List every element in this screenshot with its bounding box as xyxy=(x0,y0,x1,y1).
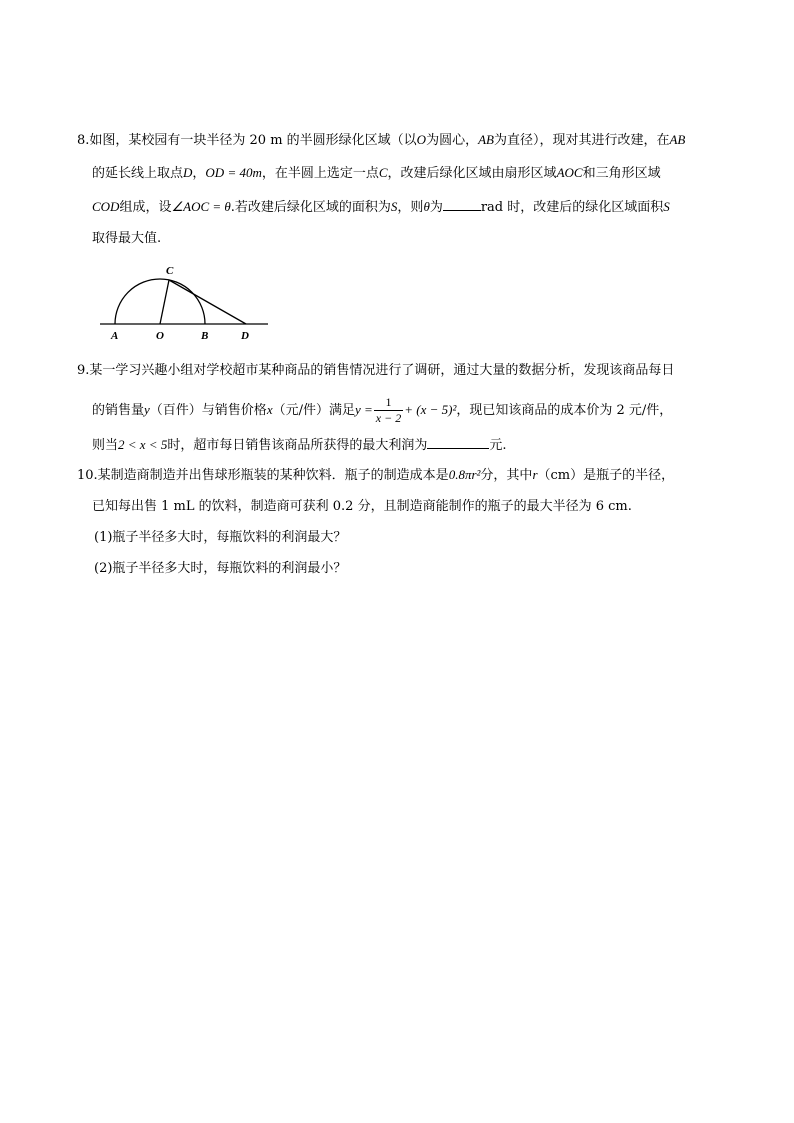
q8-var-d: D xyxy=(183,165,193,180)
q8-text: 为直径），现对其进行改建，在 xyxy=(493,133,670,148)
q8-var-c: C xyxy=(378,165,388,180)
q8-text: .若改建后绿化区域的面积为 xyxy=(230,200,391,215)
q8-var-s: S xyxy=(390,199,398,214)
q9-text: （百件）与销售价格 xyxy=(149,403,267,418)
q8-text: 为 xyxy=(429,200,443,215)
q9-text: ，现已知该商品的成本价为 2 元/件， xyxy=(456,403,673,418)
semicircle-diagram xyxy=(100,262,272,344)
q9-fraction xyxy=(374,395,403,426)
q8-text: 为圆心， xyxy=(426,133,479,148)
q10-text: （cm）是瓶子的半径， xyxy=(537,468,675,483)
q8-var-ab: AB xyxy=(478,132,494,147)
q9-line-2 xyxy=(92,393,672,428)
q9-line-1 xyxy=(77,362,674,380)
q10-sub-question-2 xyxy=(94,560,346,578)
semicircle-arc xyxy=(115,279,205,324)
q9-text: 9.某一学习兴趣小组对学校超市某种商品的销售情况进行了调研，通过大量的数据分析，发现该商品每日 xyxy=(77,363,675,378)
q9-formula-lhs: y = xyxy=(354,402,373,417)
q9-text: 时，超市每日销售该商品所获得的最大利润为 xyxy=(167,438,428,453)
radius-oc xyxy=(160,280,169,324)
q9-var-y: y xyxy=(144,402,150,417)
q10-text: 10.某制造商制造并出售球形瓶装的某种饮料．瓶子的制造成本是 xyxy=(77,468,449,483)
q9-var-x: x xyxy=(266,402,273,417)
q8-eq-od: OD = 40m xyxy=(205,165,262,180)
q8-var-s: S xyxy=(663,199,670,214)
q10-var-r: r xyxy=(532,467,538,482)
q8-text: 组成，设 xyxy=(119,200,172,215)
q9-answer-blank xyxy=(427,435,489,449)
q8-line-3 xyxy=(92,197,670,217)
q9-fraction-numerator: 1 xyxy=(374,395,403,411)
q8-text: ， xyxy=(192,166,206,181)
q8-text: 取得最大值. xyxy=(92,231,162,246)
q8-line-4 xyxy=(92,230,161,248)
q9-fraction-denominator: x − 2 xyxy=(375,411,402,425)
q8-text: 和三角形区域 xyxy=(582,166,661,181)
q8-text: 的延长线上取点 xyxy=(92,166,184,181)
q10-text: 已知每出售 1 mL 的饮料，制造商可获利 0.2 分，且制造商能制作的瓶子的最大半径为 6 cm. xyxy=(92,499,632,514)
q8-text: ，则 xyxy=(397,200,424,215)
q10-text: 分，其中 xyxy=(480,468,533,483)
q8-answer-blank xyxy=(443,197,481,211)
label-c: C xyxy=(166,265,174,277)
q9-text: 元. xyxy=(489,438,507,453)
q8-text: ，在半圆上选定一点 xyxy=(261,166,379,181)
q8-text: ，改建后绿化区域由扇形区域 xyxy=(387,166,557,181)
q9-text: （元/件）满足 xyxy=(272,403,355,418)
q9-line-3 xyxy=(92,435,507,455)
q8-var-theta: θ xyxy=(423,199,430,214)
q8-var-aoc: AOC xyxy=(556,165,583,180)
q8-text: 8.如图，某校园有一块半径为 20 m 的半圆形绿化区域（以 xyxy=(77,133,417,148)
q8-var-o: O xyxy=(416,132,427,147)
q9-range: 2 < x < 5 xyxy=(118,437,168,452)
q8-var-ab: AB xyxy=(669,132,686,147)
q8-line-2 xyxy=(92,164,661,183)
label-b: B xyxy=(201,330,209,342)
q10-line-2 xyxy=(92,498,632,516)
label-a: A xyxy=(111,330,119,342)
q9-text: 则当 xyxy=(92,438,119,453)
q10-cost-formula: 0.8πr² xyxy=(448,467,481,482)
q10-line-1 xyxy=(77,466,674,485)
segment-cd xyxy=(169,280,246,324)
q9-formula-rhs: + (x − 5)² xyxy=(404,402,457,417)
q8-angle: ∠AOC = θ xyxy=(171,199,231,214)
q10-sub-question-1 xyxy=(94,529,346,547)
q8-text: rad 时，改建后的绿化区域面积 xyxy=(480,200,664,215)
q9-text: 的销售量 xyxy=(92,403,145,418)
q10-text: (1)瓶子半径多大时，每瓶饮料的利润最大？ xyxy=(94,530,347,545)
q8-var-cod: COD xyxy=(92,199,120,214)
q8-line-1 xyxy=(77,131,685,150)
label-o: O xyxy=(156,330,164,342)
q10-text: (2)瓶子半径多大时，每瓶饮料的利润最小？ xyxy=(94,561,347,576)
label-d: D xyxy=(241,330,249,342)
